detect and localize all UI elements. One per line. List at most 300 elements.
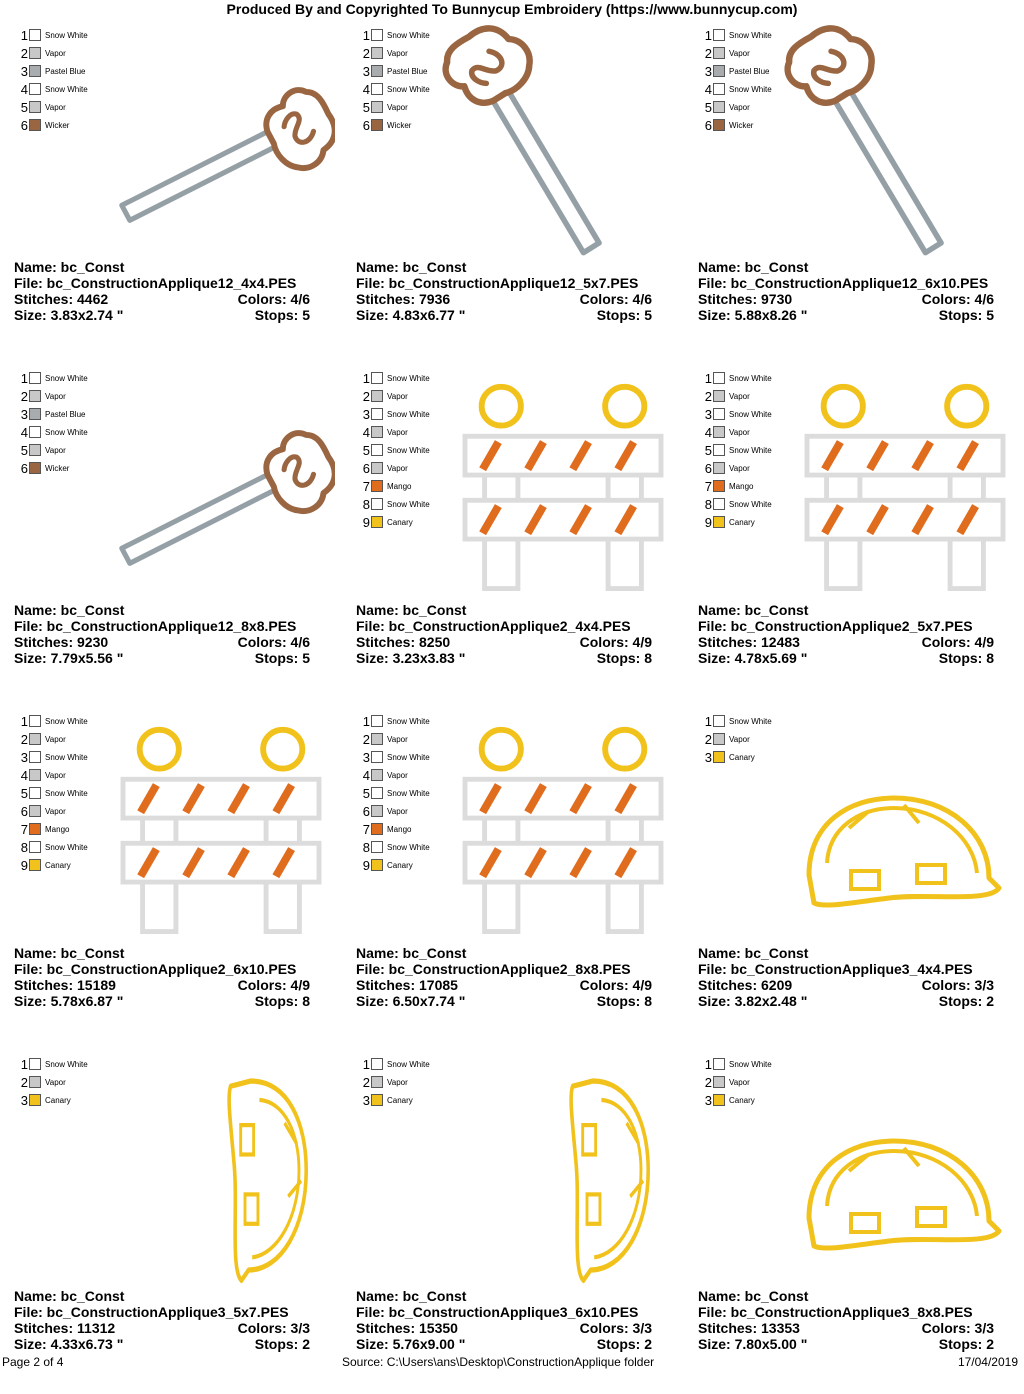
design-info: [14, 1288, 310, 1352]
thread-row: [360, 477, 430, 495]
design-file: File: bc_ConstructionApplique12_4x4.PES: [14, 275, 297, 291]
stitch-count: Stitches: 15189: [14, 977, 116, 993]
thread-number: 7: [362, 478, 370, 494]
thread-row: [18, 712, 88, 730]
stop-count: Stops: 8: [938, 650, 994, 666]
print-date: 17/04/2019: [957, 1355, 1018, 1369]
saw-icon: [112, 81, 335, 253]
thread-row: [18, 856, 88, 874]
stop-count: Stops: 5: [938, 307, 994, 323]
design-info: [14, 259, 310, 323]
thread-row: [18, 730, 88, 748]
thread-name: Vapor: [729, 734, 750, 744]
thread-number: 2: [20, 731, 28, 747]
thread-number: 4: [20, 81, 28, 97]
thread-swatch: [713, 733, 725, 745]
thread-number: 1: [20, 370, 28, 386]
thread-palette: [702, 26, 772, 134]
thread-swatch: [371, 390, 383, 402]
thread-row: [702, 405, 772, 423]
thread-swatch: [371, 841, 383, 853]
thread-swatch: [29, 462, 41, 474]
thread-number: 6: [362, 460, 370, 476]
thread-row: [360, 459, 430, 477]
thread-row: [702, 477, 772, 495]
thread-swatch: [713, 83, 725, 95]
thread-name: Vapor: [387, 102, 408, 112]
thread-name: Snow White: [45, 84, 88, 94]
thread-name: Snow White: [729, 1059, 772, 1069]
design-artwork: [95, 1051, 335, 1291]
thread-swatch: [713, 29, 725, 41]
design-file: File: bc_ConstructionApplique12_5x7.PES: [356, 275, 639, 291]
thread-number: 5: [362, 99, 370, 115]
thread-swatch: [29, 47, 41, 59]
stop-count: Stops: 2: [254, 1336, 310, 1352]
thread-number: 5: [704, 99, 712, 115]
thread-name: Vapor: [387, 806, 408, 816]
thread-swatch: [713, 498, 725, 510]
design-info: [698, 945, 994, 1009]
thread-row: [360, 766, 430, 784]
thread-swatch: [713, 516, 725, 528]
thread-swatch: [713, 101, 725, 113]
saw-icon: [112, 424, 335, 596]
thread-number: 6: [20, 803, 28, 819]
thread-name: Snow White: [729, 499, 772, 509]
design-name: Name: bc_Const: [698, 1288, 809, 1304]
thread-swatch: [713, 715, 725, 727]
design-info: [14, 945, 310, 1009]
thread-swatch: [713, 119, 725, 131]
hard-hat-icon: [571, 1081, 648, 1281]
thread-number: 2: [20, 388, 28, 404]
design-artwork: [437, 708, 677, 948]
design-file: File: bc_ConstructionApplique2_6x10.PES: [14, 961, 297, 977]
thread-number: 4: [362, 424, 370, 440]
color-count: Colors: 3/3: [579, 1320, 652, 1336]
thread-number: 6: [704, 460, 712, 476]
thread-swatch: [371, 119, 383, 131]
thread-number: 2: [362, 731, 370, 747]
thread-swatch: [371, 408, 383, 420]
thread-number: 4: [20, 767, 28, 783]
thread-row: [702, 748, 772, 766]
thread-number: 9: [20, 857, 28, 873]
thread-swatch: [371, 47, 383, 59]
thread-swatch: [371, 462, 383, 474]
thread-swatch: [371, 65, 383, 77]
design-info: [356, 1288, 652, 1352]
thread-row: [18, 26, 88, 44]
thread-number: 3: [362, 406, 370, 422]
stop-count: Stops: 8: [596, 993, 652, 1009]
thread-row: [360, 748, 430, 766]
thread-row: [18, 748, 88, 766]
source-path: Source: C:\Users\ans\Desktop\ConstructionApplique folder: [342, 1355, 655, 1369]
design-file: File: bc_ConstructionApplique3_4x4.PES: [698, 961, 973, 977]
thread-palette: [360, 26, 430, 134]
thread-row: [360, 820, 430, 838]
thread-name: Snow White: [387, 788, 430, 798]
thread-row: [18, 1091, 88, 1109]
thread-row: [702, 1091, 772, 1109]
thread-number: 3: [20, 1092, 28, 1108]
design-card: [684, 365, 1024, 708]
thread-number: 3: [704, 749, 712, 765]
thread-row: [18, 802, 88, 820]
thread-row: [360, 838, 430, 856]
design-card: [0, 365, 341, 708]
thread-row: [702, 98, 772, 116]
stop-count: Stops: 5: [254, 650, 310, 666]
design-file: File: bc_ConstructionApplique2_4x4.PES: [356, 618, 631, 634]
thread-number: 2: [704, 45, 712, 61]
thread-row: [702, 62, 772, 80]
thread-number: 1: [362, 1056, 370, 1072]
thread-swatch: [713, 1094, 725, 1106]
thread-number: 2: [704, 731, 712, 747]
thread-row: [360, 784, 430, 802]
thread-palette: [18, 1055, 88, 1109]
thread-number: 6: [362, 803, 370, 819]
thread-row: [702, 495, 772, 513]
thread-row: [360, 369, 430, 387]
thread-row: [18, 116, 88, 134]
design-info: [698, 1288, 994, 1352]
design-artwork: [779, 22, 1019, 262]
thread-palette: [360, 1055, 430, 1109]
thread-row: [702, 1073, 772, 1091]
thread-palette: [360, 712, 430, 874]
thread-swatch: [29, 859, 41, 871]
color-count: Colors: 4/9: [579, 977, 652, 993]
thread-palette: [18, 26, 88, 134]
thread-name: Snow White: [45, 842, 88, 852]
thread-name: Snow White: [729, 716, 772, 726]
thread-row: [360, 80, 430, 98]
thread-swatch: [29, 805, 41, 817]
thread-swatch: [713, 462, 725, 474]
thread-row: [360, 387, 430, 405]
design-size: Size: 7.79x5.56 ": [14, 650, 124, 666]
thread-row: [702, 44, 772, 62]
design-name: Name: bc_Const: [14, 945, 125, 961]
design-artwork: [779, 708, 1019, 948]
thread-row: [360, 1091, 430, 1109]
thread-swatch: [29, 841, 41, 853]
thread-swatch: [371, 715, 383, 727]
thread-row: [360, 26, 430, 44]
thread-swatch: [29, 787, 41, 799]
thread-number: 7: [362, 821, 370, 837]
thread-palette: [702, 369, 772, 531]
thread-name: Vapor: [729, 463, 750, 473]
stop-count: Stops: 8: [596, 650, 652, 666]
thread-number: 4: [362, 81, 370, 97]
thread-name: Vapor: [387, 463, 408, 473]
design-artwork: [779, 1051, 1019, 1291]
thread-swatch: [713, 47, 725, 59]
thread-number: 6: [704, 117, 712, 133]
saw-icon: [437, 22, 634, 262]
thread-row: [360, 730, 430, 748]
thread-number: 3: [20, 406, 28, 422]
color-count: Colors: 4/6: [579, 291, 652, 307]
thread-number: 8: [704, 496, 712, 512]
design-artwork: [437, 22, 677, 262]
thread-swatch: [371, 426, 383, 438]
thread-row: [18, 405, 88, 423]
thread-name: Snow White: [387, 445, 430, 455]
thread-name: Canary: [45, 1095, 71, 1105]
thread-swatch: [29, 1076, 41, 1088]
thread-swatch: [371, 372, 383, 384]
stitch-count: Stitches: 7936: [356, 291, 451, 307]
thread-row: [702, 730, 772, 748]
thread-swatch: [713, 65, 725, 77]
thread-name: Snow White: [387, 409, 430, 419]
thread-row: [360, 44, 430, 62]
stop-count: Stops: 2: [938, 1336, 994, 1352]
thread-number: 3: [20, 63, 28, 79]
color-count: Colors: 4/6: [237, 634, 310, 650]
thread-row: [18, 766, 88, 784]
design-card: [684, 1051, 1024, 1394]
thread-swatch: [29, 1058, 41, 1070]
thread-number: 1: [20, 1056, 28, 1072]
thread-row: [702, 387, 772, 405]
thread-palette: [702, 1055, 772, 1109]
thread-number: 2: [704, 388, 712, 404]
thread-name: Wicker: [45, 463, 70, 473]
thread-swatch: [371, 769, 383, 781]
thread-swatch: [371, 444, 383, 456]
stop-count: Stops: 5: [254, 307, 310, 323]
design-size: Size: 3.82x2.48 ": [698, 993, 808, 1009]
thread-row: [360, 98, 430, 116]
thread-number: 1: [704, 1056, 712, 1072]
thread-swatch: [29, 119, 41, 131]
thread-swatch: [29, 83, 41, 95]
thread-number: 3: [704, 1092, 712, 1108]
thread-number: 2: [20, 45, 28, 61]
stop-count: Stops: 2: [596, 1336, 652, 1352]
thread-number: 2: [20, 1074, 28, 1090]
design-artwork: [95, 22, 335, 262]
design-name: Name: bc_Const: [698, 945, 809, 961]
thread-number: 1: [362, 370, 370, 386]
design-file: File: bc_ConstructionApplique3_8x8.PES: [698, 1304, 973, 1320]
design-size: Size: 5.88x8.26 ": [698, 307, 808, 323]
thread-row: [360, 62, 430, 80]
thread-swatch: [371, 101, 383, 113]
thread-number: 1: [20, 713, 28, 729]
thread-name: Snow White: [387, 752, 430, 762]
thread-name: Snow White: [45, 788, 88, 798]
color-count: Colors: 4/9: [579, 634, 652, 650]
thread-number: 3: [20, 749, 28, 765]
thread-row: [18, 820, 88, 838]
thread-palette: [360, 369, 430, 531]
thread-name: Vapor: [45, 445, 66, 455]
thread-swatch: [29, 29, 41, 41]
thread-name: Snow White: [729, 84, 772, 94]
thread-number: 3: [362, 749, 370, 765]
thread-row: [18, 98, 88, 116]
thread-swatch: [371, 1058, 383, 1070]
barricade-icon: [807, 387, 1003, 589]
thread-name: Canary: [387, 1095, 413, 1105]
thread-number: 1: [362, 713, 370, 729]
thread-number: 1: [704, 713, 712, 729]
design-name: Name: bc_Const: [356, 1288, 467, 1304]
thread-row: [18, 441, 88, 459]
thread-swatch: [29, 751, 41, 763]
thread-swatch: [371, 787, 383, 799]
design-info: [698, 602, 994, 666]
thread-swatch: [713, 444, 725, 456]
design-name: Name: bc_Const: [14, 602, 125, 618]
thread-name: Snow White: [45, 716, 88, 726]
thread-name: Vapor: [729, 102, 750, 112]
thread-name: Snow White: [387, 30, 430, 40]
thread-number: 3: [362, 63, 370, 79]
thread-row: [360, 856, 430, 874]
thread-name: Wicker: [729, 120, 754, 130]
thread-swatch: [29, 444, 41, 456]
color-count: Colors: 4/6: [237, 291, 310, 307]
thread-number: 5: [20, 99, 28, 115]
thread-row: [18, 423, 88, 441]
thread-number: 1: [362, 27, 370, 43]
thread-row: [360, 441, 430, 459]
hard-hat-icon: [809, 798, 999, 905]
thread-name: Vapor: [45, 48, 66, 58]
thread-number: 9: [704, 514, 712, 530]
thread-name: Canary: [729, 752, 755, 762]
thread-row: [18, 369, 88, 387]
design-name: Name: bc_Const: [356, 602, 467, 618]
thread-number: 9: [362, 857, 370, 873]
thread-swatch: [29, 408, 41, 420]
thread-row: [360, 405, 430, 423]
thread-row: [702, 459, 772, 477]
thread-palette: [18, 369, 88, 477]
design-card: [684, 22, 1024, 365]
thread-swatch: [29, 426, 41, 438]
thread-row: [702, 369, 772, 387]
design-info: [356, 259, 652, 323]
thread-name: Mango: [45, 824, 70, 834]
thread-name: Vapor: [729, 427, 750, 437]
thread-palette: [702, 712, 772, 766]
thread-row: [18, 80, 88, 98]
stitch-count: Stitches: 4462: [14, 291, 109, 307]
thread-number: 3: [704, 63, 712, 79]
thread-name: Mango: [387, 824, 412, 834]
thread-name: Snow White: [729, 373, 772, 383]
stitch-count: Stitches: 15350: [356, 1320, 458, 1336]
thread-row: [360, 513, 430, 531]
thread-swatch: [371, 1076, 383, 1088]
thread-number: 2: [362, 388, 370, 404]
thread-row: [18, 784, 88, 802]
design-card: [0, 708, 341, 1051]
design-card: [0, 1051, 341, 1394]
thread-number: 8: [20, 839, 28, 855]
thread-name: Snow White: [387, 842, 430, 852]
thread-name: Snow White: [729, 409, 772, 419]
stitch-count: Stitches: 9230: [14, 634, 109, 650]
thread-name: Pastel Blue: [387, 66, 428, 76]
thread-number: 1: [704, 27, 712, 43]
color-count: Colors: 4/9: [237, 977, 310, 993]
page-number: Page 2 of 4: [2, 1355, 64, 1369]
thread-swatch: [371, 733, 383, 745]
design-info: [14, 602, 310, 666]
thread-number: 5: [362, 442, 370, 458]
design-card: [342, 1051, 683, 1394]
thread-row: [702, 441, 772, 459]
design-card: [342, 708, 683, 1051]
barricade-icon: [123, 730, 319, 932]
thread-palette: [18, 712, 88, 874]
stitch-count: Stitches: 9730: [698, 291, 793, 307]
design-card: [684, 708, 1024, 1051]
thread-name: Vapor: [729, 391, 750, 401]
thread-row: [18, 459, 88, 477]
thread-number: 4: [704, 81, 712, 97]
design-info: [356, 945, 652, 1009]
thread-swatch: [371, 498, 383, 510]
thread-name: Pastel Blue: [45, 66, 86, 76]
design-name: Name: bc_Const: [14, 259, 125, 275]
thread-name: Vapor: [387, 770, 408, 780]
thread-swatch: [371, 805, 383, 817]
thread-name: Canary: [729, 517, 755, 527]
thread-number: 9: [362, 514, 370, 530]
design-size: Size: 5.78x6.87 ": [14, 993, 124, 1009]
thread-name: Vapor: [45, 102, 66, 112]
barricade-icon: [465, 730, 661, 932]
thread-number: 2: [704, 1074, 712, 1090]
design-name: Name: bc_Const: [14, 1288, 125, 1304]
design-size: Size: 5.76x9.00 ": [356, 1336, 466, 1352]
thread-number: 4: [362, 767, 370, 783]
thread-name: Wicker: [387, 120, 412, 130]
design-file: File: bc_ConstructionApplique2_8x8.PES: [356, 961, 631, 977]
design-name: Name: bc_Const: [356, 259, 467, 275]
thread-name: Vapor: [387, 391, 408, 401]
design-size: Size: 3.83x2.74 ": [14, 307, 124, 323]
thread-name: Snow White: [387, 373, 430, 383]
thread-row: [360, 423, 430, 441]
thread-swatch: [713, 408, 725, 420]
thread-number: 7: [20, 821, 28, 837]
thread-number: 6: [20, 460, 28, 476]
stitch-count: Stitches: 13353: [698, 1320, 800, 1336]
thread-row: [360, 802, 430, 820]
thread-swatch: [29, 823, 41, 835]
thread-name: Snow White: [387, 1059, 430, 1069]
design-artwork: [95, 708, 335, 948]
thread-row: [18, 62, 88, 80]
thread-name: Snow White: [45, 30, 88, 40]
thread-name: Snow White: [387, 84, 430, 94]
stitch-count: Stitches: 12483: [698, 634, 800, 650]
stitch-count: Stitches: 8250: [356, 634, 451, 650]
